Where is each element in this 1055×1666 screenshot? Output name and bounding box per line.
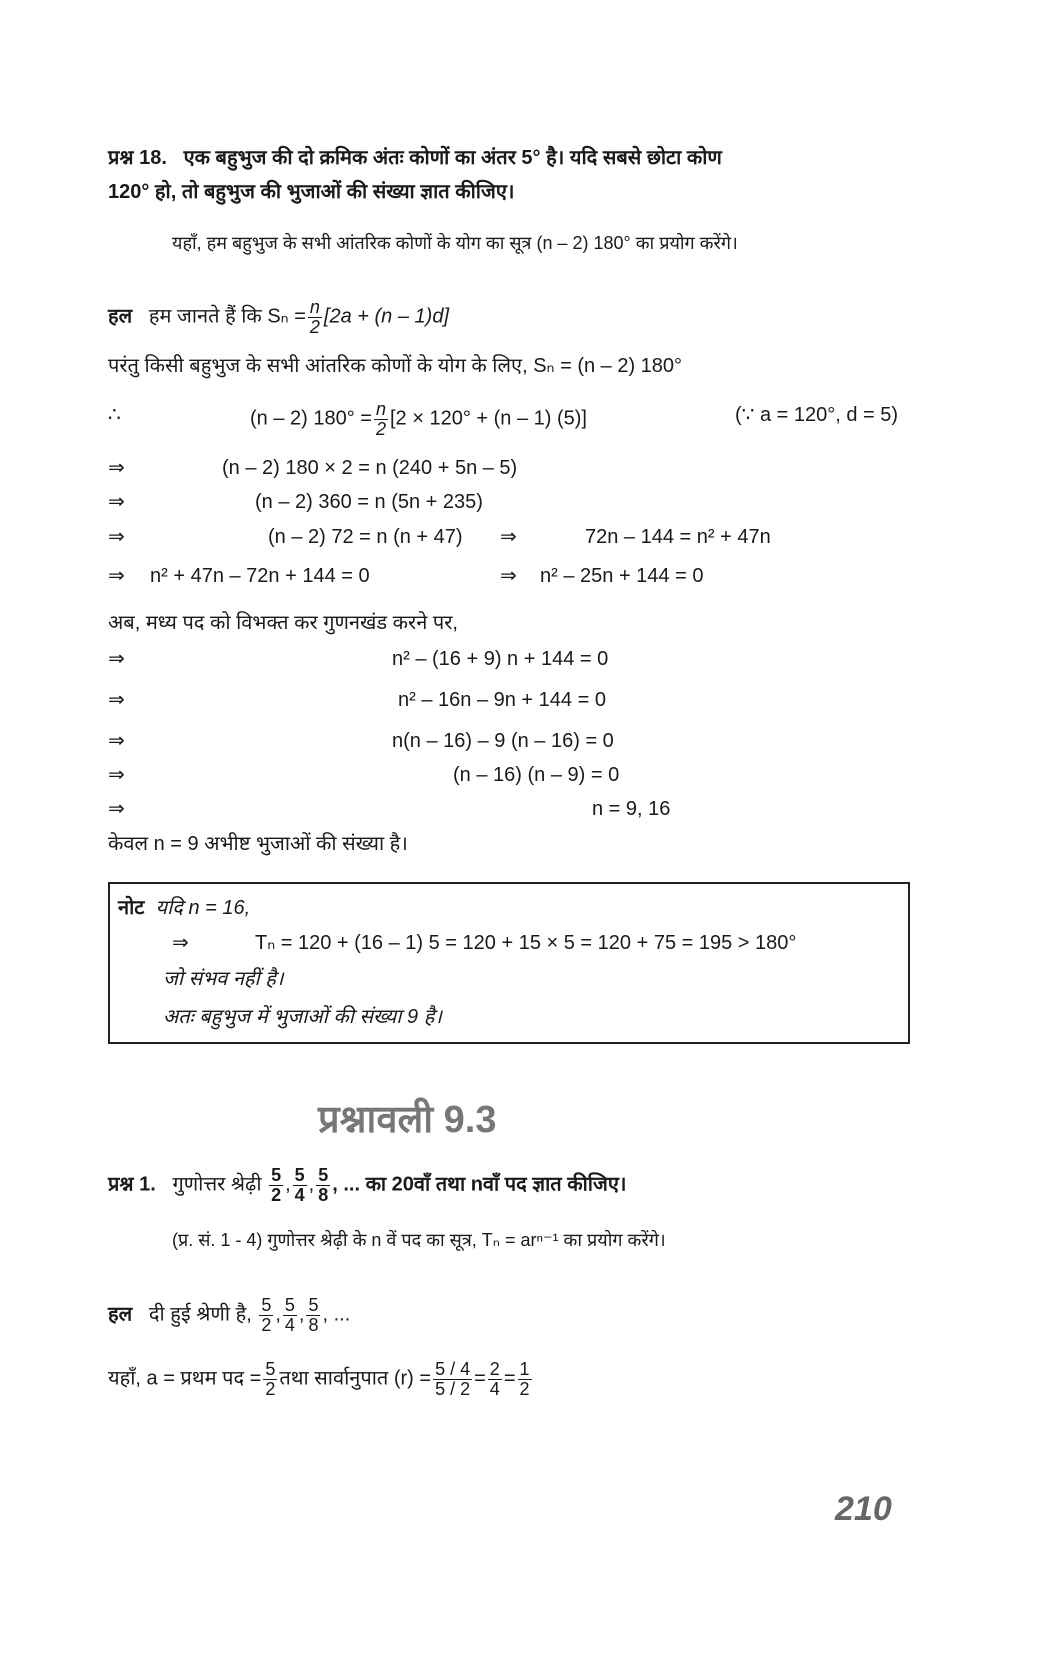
fraction xyxy=(518,1360,532,1399)
implies-symbol: ⇒ xyxy=(108,764,125,786)
text: दी हुई श्रेणी है, xyxy=(148,1303,252,1326)
question-text: एक बहुभुज की दो क्रमिक अंतः कोणों का अंतर 5° है। यदि सबसे छोटा कोण xyxy=(183,147,722,169)
note-text: अतः बहुभुज में भुजाओं की संख्या 9 है। xyxy=(163,1006,442,1028)
numerator: 5 xyxy=(261,1295,272,1315)
text: यदि n = 16, xyxy=(155,897,251,919)
note-equation: Tₙ = 120 + (16 – 1) 5 = 120 + 15 × 5 = 120 + 75 = 195 > 180° xyxy=(255,932,797,954)
equation: n² – 25n + 144 = 0 xyxy=(540,565,704,587)
denominator: 8 xyxy=(318,1184,329,1205)
equation: (n – 2) 72 = n (n + 47) xyxy=(268,526,463,548)
implies-symbol: ⇒ xyxy=(500,526,517,548)
equation: (n – 2) 360 = n (5n + 235) xyxy=(255,491,483,513)
denominator: 2 xyxy=(261,1314,272,1335)
numerator: 5 xyxy=(318,1165,329,1185)
solution-1: हल दी हुई श्रेणी है, $\frac{5}{2}$ , $\frac{5}{4}$ , $\frac{5}{8}$ , ... xyxy=(108,1295,351,1335)
equation: (n – 16) (n – 9) = 0 xyxy=(453,764,620,786)
equation: n = 9, 16 xyxy=(592,798,671,820)
numerator: 5 / 4 xyxy=(435,1359,471,1379)
denominator: 2 xyxy=(265,1378,276,1399)
fraction xyxy=(259,1296,273,1335)
hint: यहाँ, हम बहुभुज के सभी आंतरिक कोणों के योग का सूत्र (n – 2) 180° का प्रयोग करेंगे। xyxy=(172,233,738,253)
equation xyxy=(250,400,587,439)
text: [2a + (n – 1)d] xyxy=(323,305,449,328)
numerator: n xyxy=(309,297,320,317)
text: , ... का 20वाँ तथा nवाँ पद ज्ञात कीजिए। xyxy=(332,1173,627,1196)
note-text: जो संभव नहीं है। xyxy=(163,968,284,990)
denominator: 2 xyxy=(375,418,386,439)
note-label: नोट xyxy=(118,897,145,919)
therefore-symbol: ∴ xyxy=(108,404,121,426)
denominator: 2 xyxy=(271,1184,282,1205)
exercise-heading: प्रश्नावली 9.3 xyxy=(318,1099,497,1141)
solution-label: हल xyxy=(108,305,133,328)
denominator: 4 xyxy=(489,1378,500,1399)
text: (n – 2) 180° = xyxy=(250,407,372,430)
text: यहाँ, a = प्रथम पद = xyxy=(108,1367,262,1390)
implies-symbol: ⇒ xyxy=(108,491,125,513)
numerator: 5 xyxy=(308,1295,319,1315)
condition: (∵ a = 120°, d = 5) xyxy=(735,404,899,426)
text: , ... xyxy=(322,1303,351,1326)
implies-symbol: ⇒ xyxy=(108,565,125,587)
question-18 xyxy=(108,148,722,168)
solution-intro xyxy=(108,298,449,337)
denominator: 2 xyxy=(309,316,320,337)
fraction xyxy=(306,1296,320,1335)
text: तथा सार्वानुपात (r) = xyxy=(279,1367,432,1390)
question-label: प्रश्न 1. xyxy=(108,1173,156,1196)
equation: 72n – 144 = n² + 47n xyxy=(585,526,771,548)
implies-symbol: ⇒ xyxy=(108,689,125,711)
implies-symbol: ⇒ xyxy=(108,730,125,752)
question-label: प्रश्न 18. xyxy=(108,147,167,169)
implies-symbol: ⇒ xyxy=(108,526,125,548)
note-line-1 xyxy=(118,898,250,918)
conclusion: केवल n = 9 अभीष्ट भुजाओं की संख्या है। xyxy=(108,833,408,855)
equals: = xyxy=(503,1367,516,1390)
fraction xyxy=(293,1166,307,1205)
denominator: 8 xyxy=(308,1314,319,1335)
ratio-line xyxy=(108,1360,534,1399)
equation: (n – 2) 180 × 2 = n (240 + 5n – 5) xyxy=(222,457,518,479)
text: हम जानते हैं कि Sₙ = xyxy=(148,305,306,328)
implies-symbol: ⇒ xyxy=(108,798,125,820)
fraction xyxy=(283,1296,297,1335)
denominator: 4 xyxy=(284,1314,295,1335)
implies-symbol: ⇒ xyxy=(108,648,125,670)
numerator: n xyxy=(375,399,386,419)
numerator: 5 xyxy=(294,1165,305,1185)
implies-symbol: ⇒ xyxy=(172,932,189,954)
line: परंतु किसी बहुभुज के सभी आंतरिक कोणों के योग के लिए, Sₙ = (n – 2) 180° xyxy=(108,355,683,377)
question-1: प्रश्न 1. गुणोत्तर श्रेढ़ी $\frac{5}{2}$ , $\frac{5}{4}$ , $\frac{5}{8}$ , ... का 20वाँ तथा nवाँ पद ज्ञात कीजिए। xyxy=(108,1165,627,1205)
equation: n(n – 16) – 9 (n – 16) = 0 xyxy=(392,730,614,752)
line: अब, मध्य पद को विभक्त कर गुणनखंड करने पर, xyxy=(108,612,458,634)
equation: n² – 16n – 9n + 144 = 0 xyxy=(398,689,606,711)
question-text-2: 120° हो, तो बहुभुज की भुजाओं की संख्या ज्ञात कीजिए। xyxy=(108,181,515,203)
fraction xyxy=(433,1360,472,1399)
denominator: 4 xyxy=(294,1184,305,1205)
numerator: 1 xyxy=(519,1359,530,1379)
solution-label: हल xyxy=(108,1303,133,1326)
equals: = xyxy=(474,1367,486,1390)
implies-symbol: ⇒ xyxy=(108,457,125,479)
hint: (प्र. सं. 1 - 4) गुणोत्तर श्रेढ़ी के n वें पद का सूत्र, Tₙ = arⁿ⁻¹ का प्रयोग करेंगे। xyxy=(172,1230,666,1250)
fraction xyxy=(308,298,322,337)
numerator: 5 xyxy=(284,1295,295,1315)
equation: n² + 47n – 72n + 144 = 0 xyxy=(150,565,370,587)
fraction xyxy=(374,400,388,439)
fraction xyxy=(263,1360,277,1399)
fraction xyxy=(488,1360,502,1399)
denominator: 5 / 2 xyxy=(435,1378,471,1399)
numerator: 5 xyxy=(271,1165,282,1185)
text: [2 × 120° + (n – 1) (5)] xyxy=(389,407,587,430)
fraction xyxy=(316,1166,330,1205)
numerator: 2 xyxy=(489,1359,500,1379)
numerator: 5 xyxy=(265,1359,276,1379)
denominator: 2 xyxy=(519,1378,530,1399)
equation: n² – (16 + 9) n + 144 = 0 xyxy=(392,648,609,670)
implies-symbol: ⇒ xyxy=(500,565,517,587)
page-number: 210 xyxy=(835,1490,892,1528)
text: गुणोत्तर श्रेढ़ी xyxy=(172,1173,262,1196)
fraction xyxy=(269,1166,283,1205)
